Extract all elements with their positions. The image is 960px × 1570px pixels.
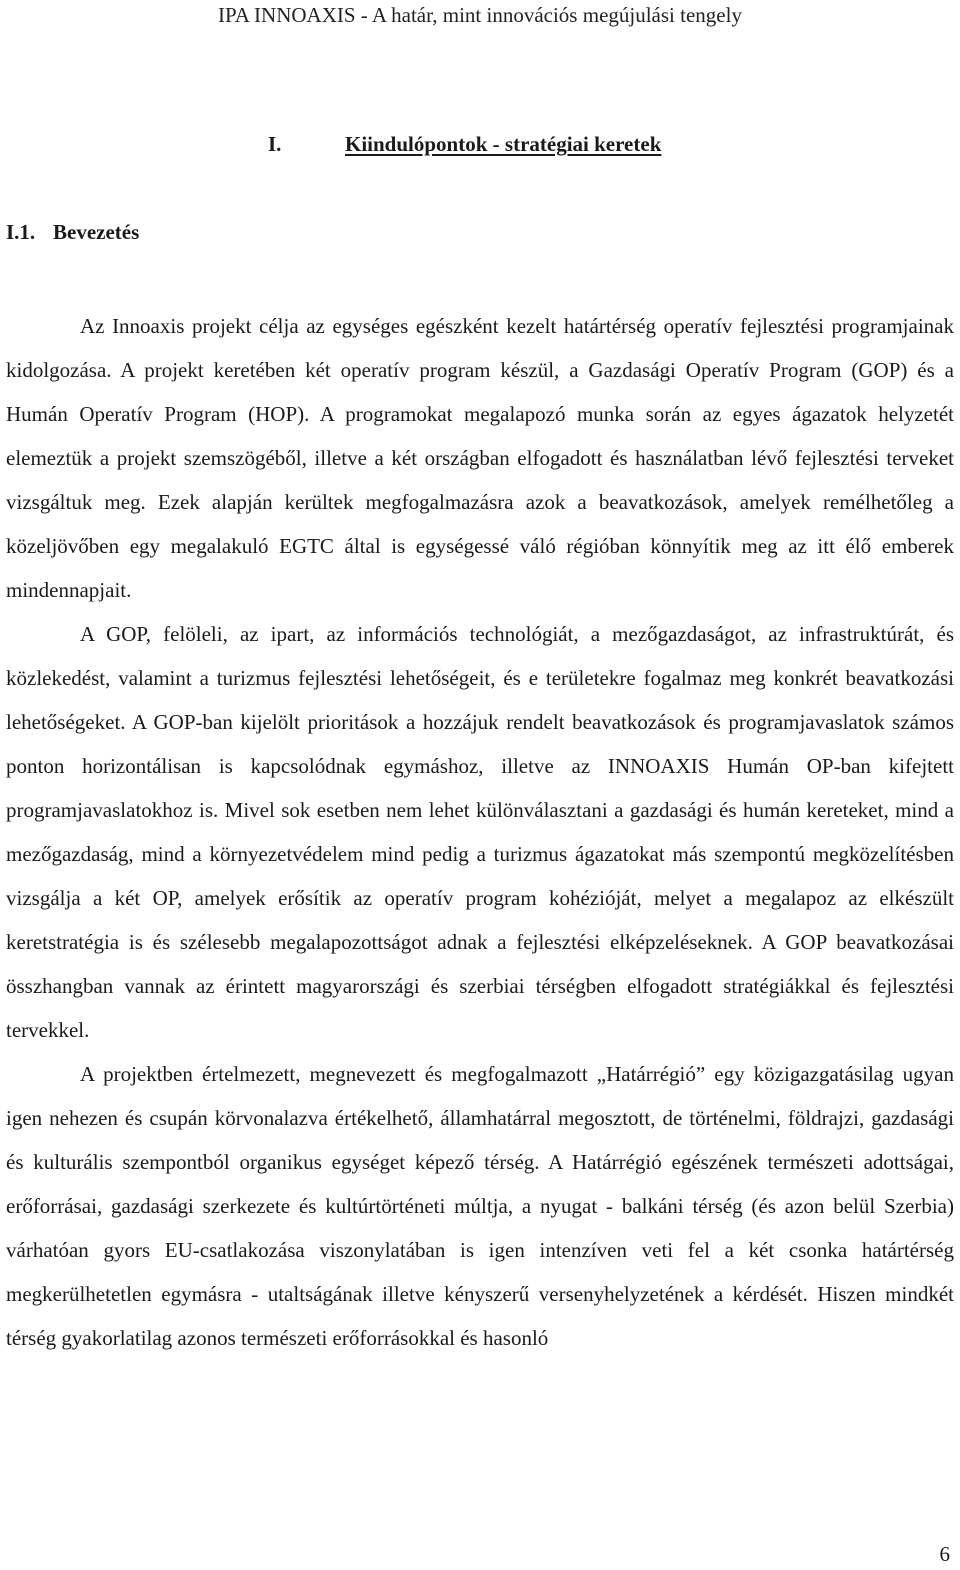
body-text [6, 304, 954, 1360]
paragraph-gop: A GOP, felöleli, az ipart, az információs technológiát, a mezőgazdaságot, az infrastruktúrát, és közlekedést, valamint a turizmus fejlesztési lehetőségeit, és e területekre fogalmaz meg konkrét beavatkozási lehetőségeket. A GOP-ban kijelölt prioritások a hozzájuk rendelt beavatkozások és programjavaslatok számos ponton horizontálisan is kapcsolódnak egymáshoz, illetve az INNOAXIS Humán OP-ban kifejtett programjavaslatokhoz is. Mivel sok esetben nem lehet különválasztani a gazdasági és humán kereteket, mind a mezőgazdaság, mind a környezetvédelem mind pedig a turizmus ágazatokat más szempontú megközelítésben vizsgálja a két OP, amelyek erősítik az operatív program kohézióját, melyet a megalapoz az elkészült keretstratégia is és szélesebb megalapozottságot adnak a fejlesztési elképzeléseknek. A GOP beavatkozásai összhangban vannak az érintett magyarországi és szerbiai térségben elfogadott stratégiákkal és fejlesztési tervekkel. [6, 622, 954, 1042]
paragraph-hatarregio: A projektben értelmezett, megnevezett és megfogalmazott „Határrégió” egy közigazgatásilag ugyan igen nehezen és csupán körvonalazva értékelhető, államhatárral megosztott, de történelmi, földrajzi, gazdasági és kulturális szempontból organikus egységet képező térség. A Határrégió egészének természeti adottságai, erőforrásai, gazdasági szerkezete és kultúrtörténeti múltja, a nyugat - balkáni térség (és azon belül Szerbia) várhatóan gyors EU-csatlakozása viszonylatában is igen intenzíven veti fel a két csonka határtérség megkerülhetetlen egymásra - utaltságának illetve kényszerű versenyhelyzetének a kérdését. Hiszen mindkét térség gyakorlatilag azonos természeti erőforrásokkal és hasonló [6, 1062, 954, 1350]
chapter-heading [268, 130, 661, 158]
running-header: IPA INNOAXIS - A határ, mint innovációs megújulási tengely [218, 3, 742, 27]
paragraph-intro: Az Innoaxis projekt célja az egységes egészként kezelt határtérség operatív fejlesztési programjainak kidolgozása. A projekt keretében két operatív program készül, a Gazdasági Operatív Program (GOP) és a Humán Operatív Program (HOP). A programokat megalapozó munka során az egyes ágazatok helyzetét elemeztük a projekt szemszögéből, illetve a két országban elfogadott és használatban lévő fejlesztési terveket vizsgáltuk meg. Ezek alapján kerültek megfogalmazásra azok a beavatkozások, amelyek remélhetőleg a közeljövőben egy megalakuló EGTC által is egységessé váló régióban könnyítik meg az itt élő emberek mindennapjait. [6, 314, 954, 602]
section-title: Bevezetés [53, 220, 140, 244]
page-number: 6 [939, 1542, 950, 1566]
section-number: I.1. [6, 220, 36, 244]
chapter-title: Kiindulópontok - stratégiai keretek [345, 132, 662, 156]
section-heading [6, 218, 139, 246]
chapter-number: I. [268, 132, 282, 156]
